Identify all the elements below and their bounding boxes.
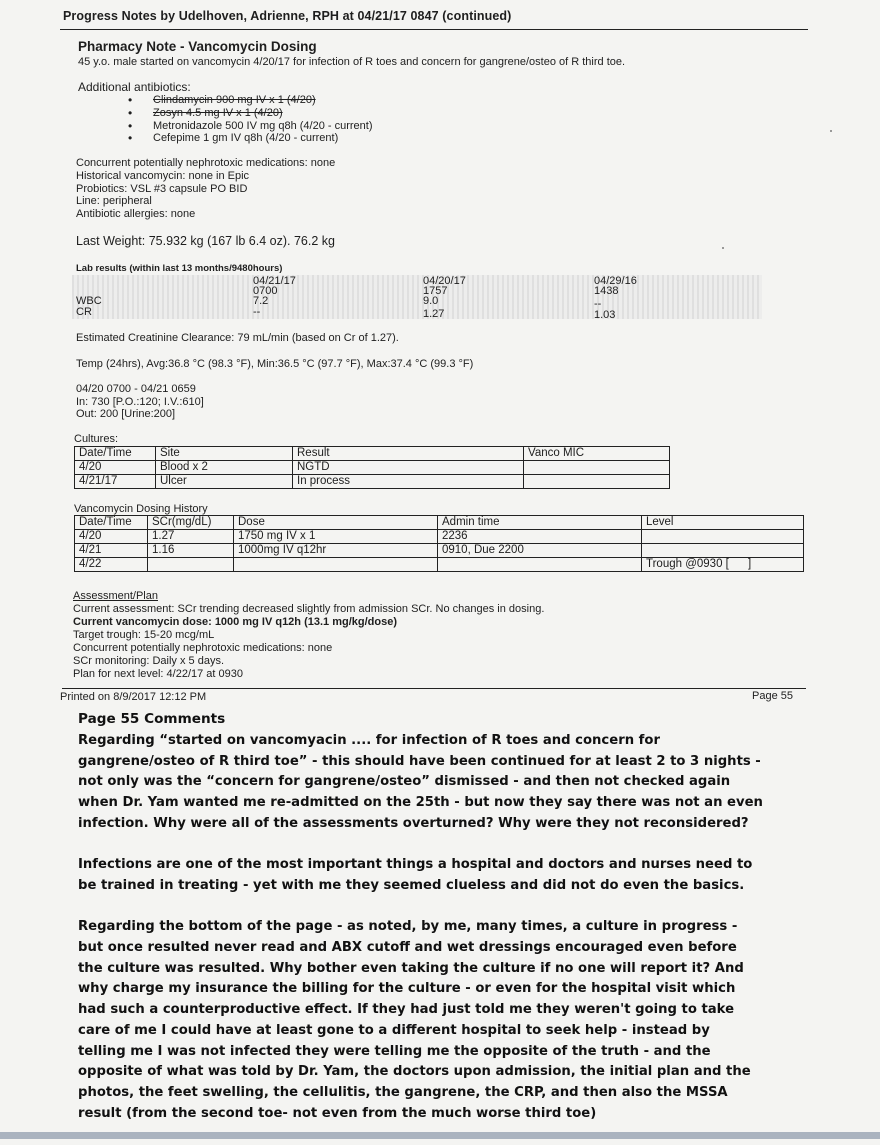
footer-divider <box>62 688 806 689</box>
comments-body <box>78 731 818 1145</box>
table-row <box>75 544 804 558</box>
table-cell <box>438 558 642 572</box>
info-line: Line: peripheral <box>76 195 152 207</box>
lab-value: 1.27 <box>423 308 445 320</box>
lab-value: 7.2 <box>253 295 269 307</box>
table-cell: 4/21/17 <box>75 475 156 489</box>
scan-bottom-edge <box>0 1132 880 1139</box>
table-cell <box>524 461 670 475</box>
table-cell: 4/22 <box>75 558 148 572</box>
scan-speck <box>830 130 832 132</box>
table-header-cell: Site <box>156 447 293 461</box>
header-divider <box>60 29 808 30</box>
table-cell <box>642 544 804 558</box>
cultures-label: Cultures: <box>74 433 119 445</box>
bullet-icon: • <box>128 93 133 107</box>
info-line: Historical vancomycin: none in Epic <box>76 170 250 182</box>
creatinine-clearance: Estimated Creatinine Clearance: 79 mL/min (based on Cr of 1.27). <box>76 332 399 344</box>
lab-value: -- <box>253 306 261 318</box>
cultures-table <box>74 446 670 489</box>
table-cell: Trough @0930 [ ] <box>642 558 804 572</box>
comment-paragraph: Regarding “started on vancomyacin .... for infection of R toes and concern for gangrene/osteo of R third toe” - this should have been continued for at least 2 to 3 nights - not only was the “concern for gangrene/osteo” dismissed - and then not checked again when Dr. Yam wanted me re-admitted on the 25th - but now they say there was not an even infection. Why were all of the assessments overturned? Why were they not reconsidered? <box>78 733 763 831</box>
lab-date: 04/29/16 <box>594 275 637 287</box>
io-in: In: 730 [P.O.:120; I.V.:610] <box>76 396 204 408</box>
lab-value: -- <box>594 298 602 310</box>
table-cell <box>642 530 804 544</box>
dosing-history-table <box>74 515 804 572</box>
table-row <box>75 475 670 489</box>
table-cell: 1.16 <box>148 544 234 558</box>
table-row <box>75 558 804 572</box>
table-cell: NGTD <box>293 461 524 475</box>
lab-value: 1.03 <box>594 309 616 321</box>
table-header-cell: Date/Time <box>75 447 156 461</box>
printed-date: Printed on 8/9/2017 12:12 PM <box>60 691 207 703</box>
page-header-title: Progress Notes by Udelhoven, Adrienne, RPH at 04/21/17 0847 (continued) <box>63 9 512 23</box>
lab-time: 0700 <box>253 285 278 297</box>
lab-time: 1438 <box>594 285 619 297</box>
table-cell <box>234 558 438 572</box>
table-cell: 2236 <box>438 530 642 544</box>
lab-time: 1757 <box>423 285 448 297</box>
bullet-icon: • <box>128 131 133 145</box>
lab-value: 9.0 <box>423 295 439 307</box>
table-header-cell: Admin time <box>438 516 642 530</box>
lab-date: 04/21/17 <box>253 275 296 287</box>
lab-row-label: WBC <box>76 295 102 307</box>
plan-line: Target trough: 15-20 mcg/mL <box>73 629 215 641</box>
io-period: 04/20 0700 - 04/21 0659 <box>76 383 196 395</box>
table-header-row <box>75 516 804 530</box>
info-line: Antibiotic allergies: none <box>76 208 196 220</box>
table-cell: 1750 mg IV x 1 <box>234 530 438 544</box>
info-line: Concurrent potentially nephrotoxic medications: none <box>76 157 336 169</box>
table-cell <box>524 475 670 489</box>
table-cell: 1000mg IV q12hr <box>234 544 438 558</box>
plan-line: Plan for next level: 4/22/17 at 0930 <box>73 668 244 680</box>
scan-speck <box>722 247 724 249</box>
table-cell: 4/21 <box>75 544 148 558</box>
antibiotic-item: Zosyn 4.5 mg IV x 1 (4/20) <box>153 107 283 119</box>
comments-title: Page 55 Comments <box>78 711 226 727</box>
table-cell: 4/20 <box>75 461 156 475</box>
table-cell: 1.27 <box>148 530 234 544</box>
assessment-label: Assessment/Plan <box>73 590 158 602</box>
table-header-cell: Level <box>642 516 804 530</box>
antibiotic-item: Metronidazole 500 IV mg q8h (4/20 - current) <box>153 120 373 132</box>
temperature-summary: Temp (24hrs), Avg:36.8 °C (98.3 °F), Min:36.5 °C (97.7 °F), Max:37.4 °C (99.3 °F) <box>76 358 474 370</box>
info-line: Probiotics: VSL #3 capsule PO BID <box>76 183 248 195</box>
last-weight: Last Weight: 75.932 kg (167 lb 6.4 oz). 76.2 kg <box>76 234 335 248</box>
bullet-icon: • <box>128 106 133 120</box>
current-dose: Current vancomycin dose: 1000 mg IV q12h (13.1 mg/kg/dose) <box>73 616 397 628</box>
table-cell: Ulcer <box>156 475 293 489</box>
table-cell: 0910, Due 2200 <box>438 544 642 558</box>
comment-paragraph: Regarding the bottom of the page - as noted, by me, many times, a culture in progress - but once resulted never read and ABX cutoff and wet dressings encouraged even before the culture was resulted. Why bother even taking the culture if no one will report it? And why charge my insurance the billing for the culture - or even for the hospital visit which had such a counterproductive effect. If they had just told me they weren't going to take care of me I could have at least gone to a different hospital to seek help - instead by telling me I was not infected they were telling me the opposite of the truth - and the opposite of what was told by Dr. Yam, the doctors upon admission, the initial plan and the photos, the feet swelling, the cellulitis, the gangrene, the CRP, and then also the MSSA result (from the second toe- not even from the much worse third toe) <box>78 919 751 1121</box>
table-header-cell: SCr(mg/dL) <box>148 516 234 530</box>
bullet-icon: • <box>128 119 133 133</box>
lab-date: 04/20/17 <box>423 275 466 287</box>
note-intro: 45 y.o. male started on vancomycin 4/20/17 for infection of R toes and concern for gangrene/osteo of R third toe. <box>78 56 626 68</box>
table-row <box>75 461 670 475</box>
table-cell: 4/20 <box>75 530 148 544</box>
io-out: Out: 200 [Urine:200] <box>76 408 176 420</box>
table-cell: In process <box>293 475 524 489</box>
additional-antibiotics-label: Additional antibiotics: <box>78 80 191 94</box>
table-cell <box>148 558 234 572</box>
lab-row-label: CR <box>76 306 92 318</box>
comment-paragraph: Infections are one of the most important things a hospital and doctors and nurses need to be trained in treating - yet with me they seemed clueless and did not do even the basics. <box>78 857 753 893</box>
table-header-cell: Vanco MIC <box>524 447 670 461</box>
note-title: Pharmacy Note - Vancomycin Dosing <box>78 39 317 54</box>
plan-line: SCr monitoring: Daily x 5 days. <box>73 655 224 667</box>
antibiotic-item: Clindamycin 900 mg IV x 1 (4/20) <box>153 94 316 106</box>
antibiotic-item: Cefepime 1 gm IV q8h (4/20 - current) <box>153 132 339 144</box>
table-header-cell: Dose <box>234 516 438 530</box>
table-cell: Blood x 2 <box>156 461 293 475</box>
table-row <box>75 530 804 544</box>
current-assessment: Current assessment: SCr trending decreased slightly from admission SCr. No changes in dosing. <box>73 603 545 615</box>
page-number: Page 55 <box>752 690 793 702</box>
table-header-cell: Date/Time <box>75 516 148 530</box>
dosing-history-label: Vancomycin Dosing History <box>74 503 208 515</box>
lab-results-shading <box>72 275 762 319</box>
lab-results-title: Lab results (within last 13 months/9480hours) <box>76 263 283 274</box>
table-header-row <box>75 447 670 461</box>
plan-line: Concurrent potentially nephrotoxic medications: none <box>73 642 333 654</box>
table-header-cell: Result <box>293 447 524 461</box>
